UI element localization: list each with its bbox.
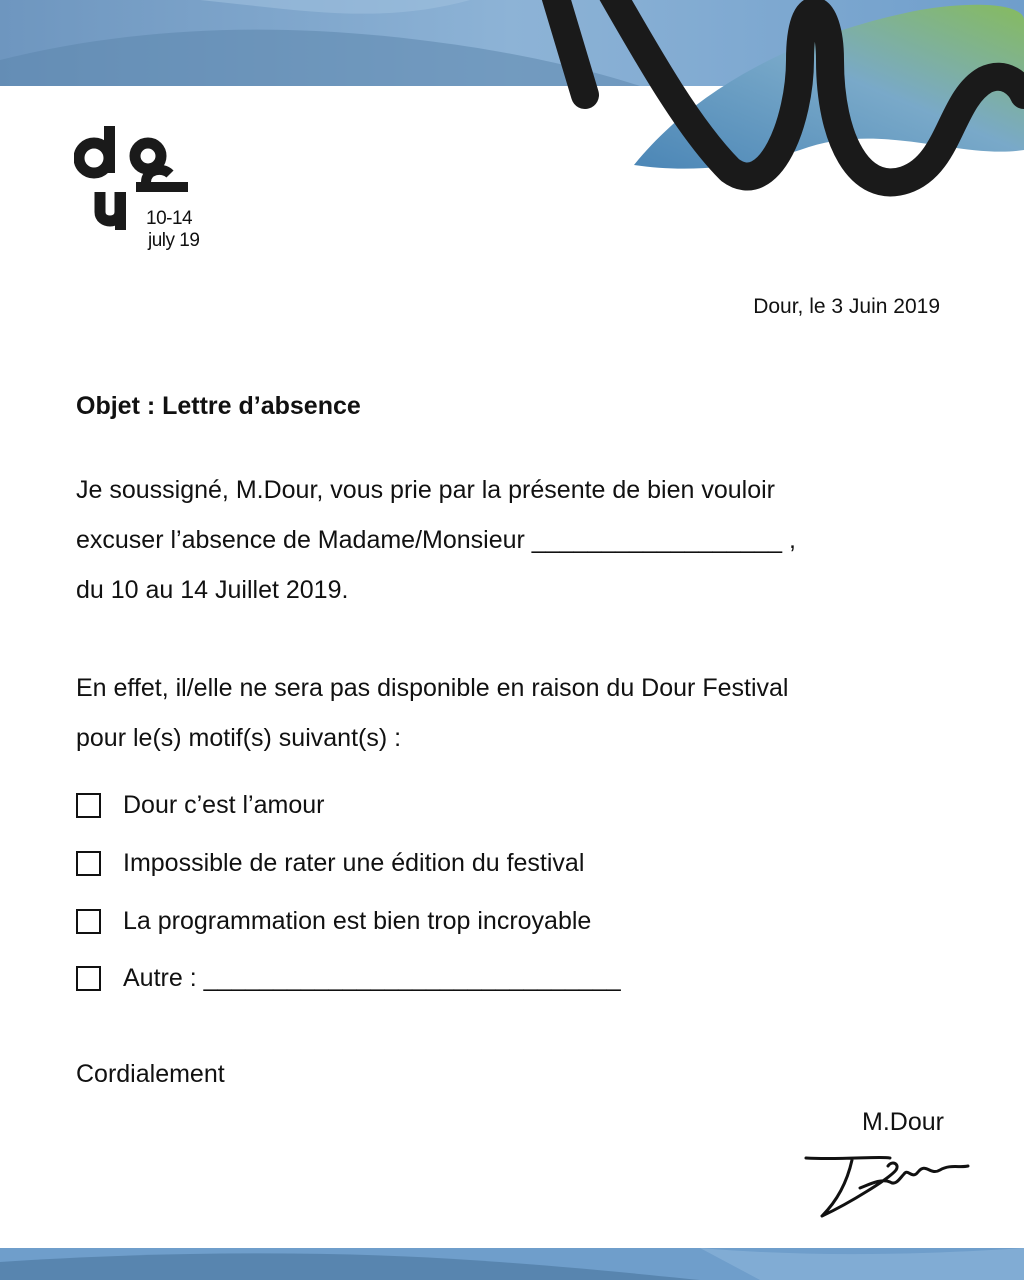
paragraph-1-line: du 10 au 14 Juillet 2019. [76, 576, 349, 604]
paragraph-1-line: Je soussigné, M.Dour, vous prie par la présente de bien vouloir [76, 476, 775, 504]
reason-label: Impossible de rater une édition du festival [123, 849, 585, 877]
letter-closing: Cordialement [76, 1060, 225, 1088]
reason-checkbox[interactable] [76, 793, 101, 818]
reason-item[interactable] [76, 786, 776, 824]
paragraph-2-line: pour le(s) motif(s) suivant(s) : [76, 724, 402, 752]
footer-artwork [0, 1248, 1024, 1280]
reason-checkbox[interactable] [76, 909, 101, 934]
festival-dates-month: july 19 [148, 230, 200, 251]
reason-item-other[interactable] [76, 959, 776, 997]
dour-logo [74, 120, 224, 260]
reason-label: Dour c’est l’amour [123, 791, 325, 819]
reason-checkbox[interactable] [76, 966, 101, 991]
letter-subject: Objet : Lettre d’absence [76, 392, 361, 420]
reason-item[interactable] [76, 902, 776, 940]
reason-item[interactable] [76, 844, 776, 882]
reason-label: La programmation est bien trop incroyable [123, 907, 592, 935]
reason-label: Autre : ______________________________ [123, 964, 621, 992]
letter-date: Dour, le 3 Juin 2019 [753, 295, 940, 318]
handwritten-signature [800, 1148, 975, 1223]
festival-dates [146, 208, 199, 252]
paragraph-1-line: excuser l’absence de Madame/Monsieur __________________ , [76, 526, 796, 554]
letter-paragraph-1 [76, 465, 956, 615]
festival-dates-days: 10-14 [146, 208, 193, 229]
letter-signer: M.Dour [862, 1108, 944, 1136]
letter-paragraph-2 [76, 663, 956, 763]
paragraph-2-line: En effet, il/elle ne sera pas disponible en raison du Dour Festival [76, 674, 789, 702]
reason-checkbox[interactable] [76, 851, 101, 876]
reason-checklist [76, 786, 776, 1017]
